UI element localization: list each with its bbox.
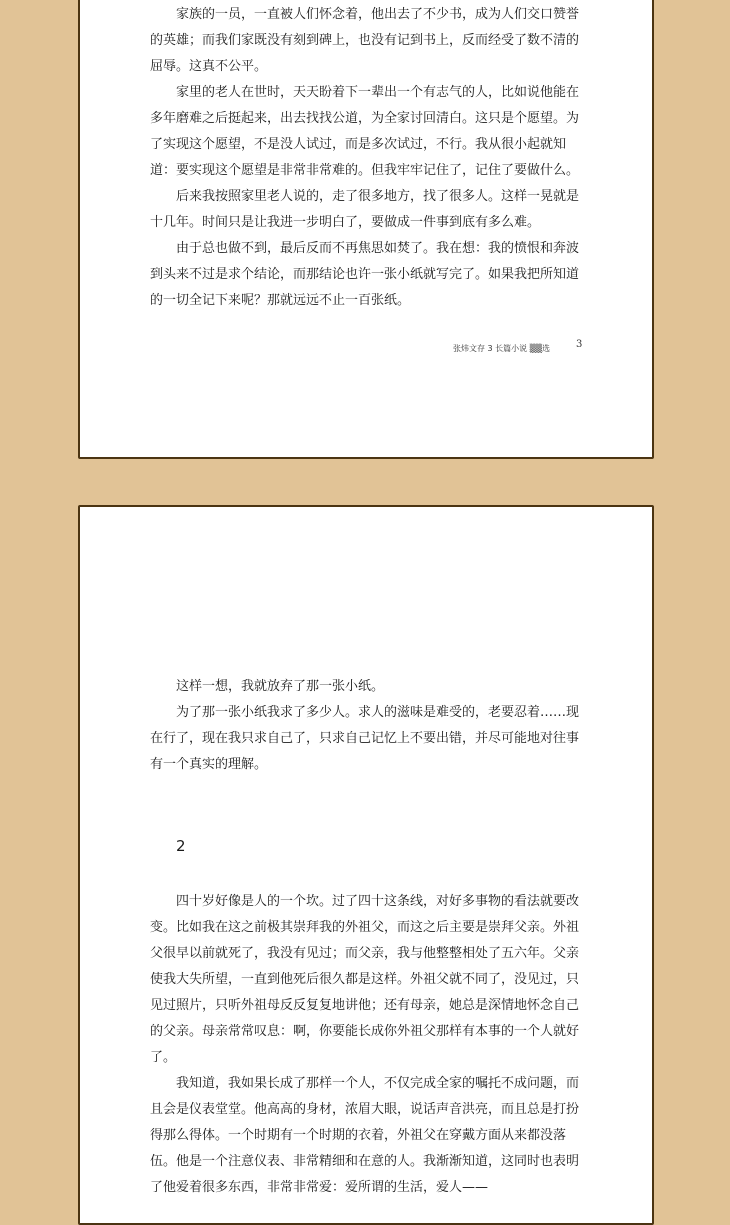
paragraph: 由于总也做不到，最后反而不再焦思如焚了。我在想：我的愤恨和奔波到头来不过是求个结论，而那结论也许一张小纸就写完了。如果我把所知道的一切全记下来呢？那就远远不止一百张纸。 [150,241,580,308]
paragraph: 这样一想，我就放弃了那一张小纸。 [176,679,385,694]
paragraph: 后来我按照家里老人说的，走了很多地方，找了很多人。这样一晃就是十几年。时间只是让我进一步明白了，要做成一件事到底有多么难。 [150,189,580,230]
paragraph: 四十岁好像是人的一个坎。过了四十这条线，对好多事物的看法就要改变。比如我在这之前极其崇拜我的外祖父，而这之后主要是崇拜父亲。外祖父很早以前就死了，我没有见过；而父亲，我与他整整相处了五六年。父亲使我大失所望，一直到他死后很久都是这样。外祖父就不同了，没见过，只见过照片，只听外祖母反反复复地讲他；还有母亲，她总是深情地怀念自己的父亲。母亲常常叹息：啊，你要能长成你外祖父那样有本事的一个人就好了。 [150,894,580,1065]
section-heading: 2 [176,837,186,855]
running-footer-title: 张炜文存 3 长篇小说 ▒▒选 [453,344,551,353]
page-body-text [150,674,586,1201]
page-body-text [150,2,586,314]
book-page-lower [78,505,654,1225]
book-page-upper [78,0,654,459]
page-number: 3 [576,339,583,350]
paragraph: 我知道，我如果长成了那样一个人，不仅完成全家的嘱托不成问题，而且会是仪表堂堂。他高高的身材，浓眉大眼，说话声音洪亮，而且总是打扮得那么得体。一个时期有一个时期的衣着，外祖父在穿戴方面从来都没落伍。他是一个注意仪表、非常精细和在意的人。我渐渐知道，这同时也表明了他爱着很多东西，非常非常爱：爱所谓的生活，爱人—— [150,1076,580,1195]
page-footer [453,339,583,354]
paragraph: 家族的一员，一直被人们怀念着，他出去了不少书，成为人们交口赞誉的英雄；而我们家既没有刻到碑上，也没有记到书上，反而经受了数不清的屈辱。这真不公平。 [150,7,580,74]
paragraph: 家里的老人在世时，天天盼着下一辈出一个有志气的人，比如说他能在多年磨难之后挺起来，出去找找公道，为全家讨回清白。这只是个愿望。为了实现这个愿望，不是没人试过，而是多次试过，不行。我从很小起就知道：要实现这个愿望是非常非常难的。但我牢牢记住了，记住了要做什么。 [150,85,580,178]
paragraph: 为了那一张小纸我求了多少人。求人的滋味是难受的，老要忍着……现在行了，现在我只求自己了，只求自己记忆上不要出错，并尽可能地对往事有一个真实的理解。 [150,705,580,772]
